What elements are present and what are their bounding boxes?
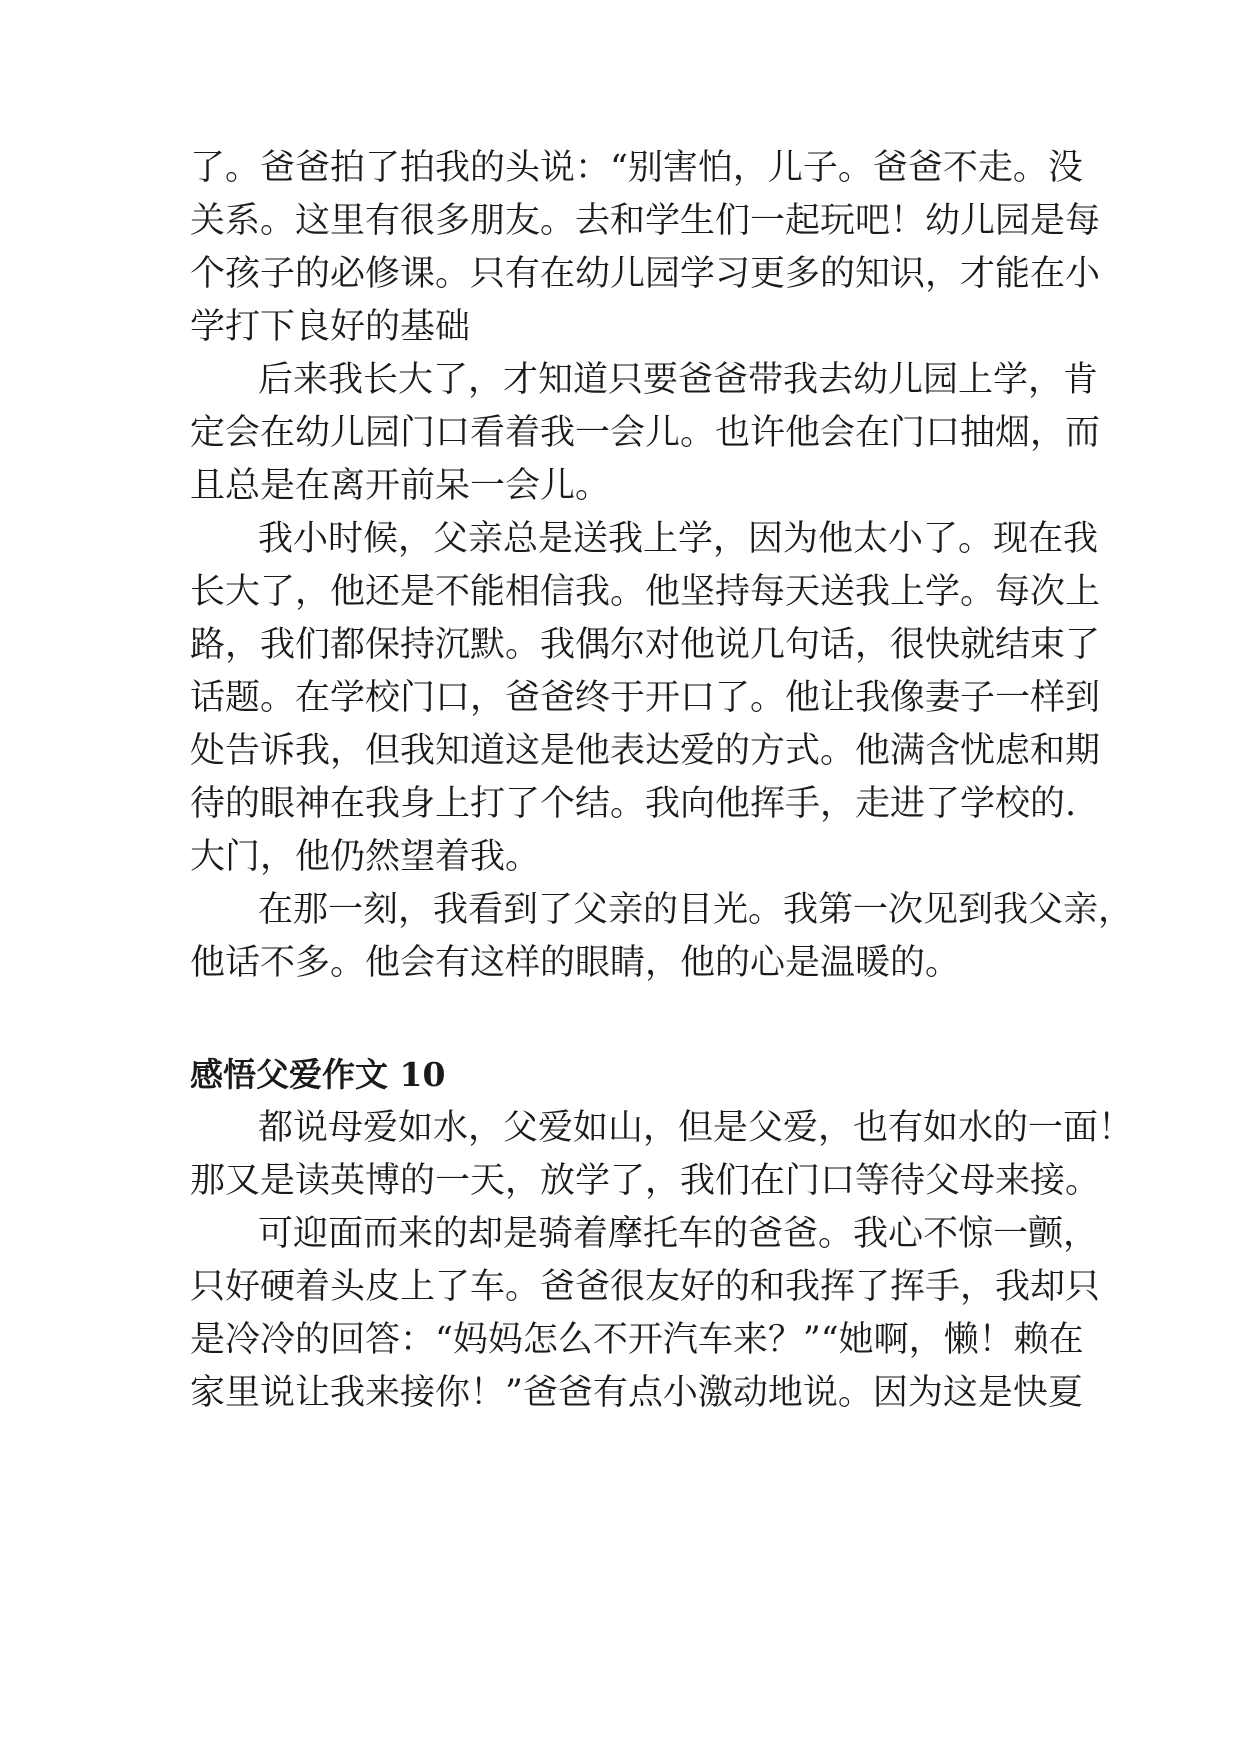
text-line: 了。爸爸拍了拍我的头说：“别害怕，儿子。爸爸不走。没 (190, 148, 1083, 188)
text-line: 话题。在学校门口，爸爸终于开口了。他让我像妻子一样到 (190, 678, 1101, 718)
section-heading: 感悟父爱作文 10 (190, 1055, 446, 1094)
text-line: 是冷冷的回答：“妈妈怎么不开汽车来？”“她啊，懒！赖在 (190, 1320, 1084, 1360)
text-line: 都说母爱如水，父爱如山，但是父爱，也有如水的一面！ (258, 1108, 1134, 1148)
text-line: 那又是读英博的一天，放学了，我们在门口等待父母来接。 (190, 1161, 1101, 1201)
text-line: 大门，他仍然望着我。 (190, 837, 541, 877)
text-line: 在那一刻，我看到了父亲的目光。我第一次见到我父亲， (258, 890, 1134, 930)
text-line: 关系。这里有很多朋友。去和学生们一起玩吧！幼儿园是每 (190, 201, 1101, 241)
text-line: 家里说让我来接你！”爸爸有点小激动地说。因为这是快夏 (190, 1373, 1083, 1413)
text-line: 他话不多。他会有这样的眼睛，他的心是温暖的。 (190, 943, 961, 983)
text-line: 个孩子的必修课。只有在幼儿园学习更多的知识，才能在小 (190, 254, 1101, 294)
text-line: 待的眼神在我身上打了个结。我向他挥手，走进了学校的. (190, 784, 1077, 824)
text-line: 长大了，他还是不能相信我。他坚持每天送我上学。每次上 (190, 572, 1101, 612)
text-line: 后来我长大了，才知道只要爸爸带我去幼儿园上学，肯 (258, 360, 1099, 400)
text-line: 学打下良好的基础 (190, 307, 471, 347)
text-line: 处告诉我，但我知道这是他表达爱的方式。他满含忧虑和期 (190, 731, 1101, 771)
text-line: 且总是在离开前呆一会儿。 (190, 466, 611, 506)
text-line: 定会在幼儿园门口看着我一会儿。也许他会在门口抽烟，而 (190, 413, 1101, 453)
text-line: 我小时候，父亲总是送我上学，因为他太小了。现在我 (258, 519, 1099, 559)
text-line: 只好硬着头皮上了车。爸爸很友好的和我挥了挥手，我却只 (190, 1267, 1101, 1307)
text-line: 可迎面而来的却是骑着摩托车的爸爸。我心不惊一颤， (258, 1214, 1099, 1254)
text-line: 路，我们都保持沉默。我偶尔对他说几句话，很快就结束了 (190, 625, 1101, 665)
